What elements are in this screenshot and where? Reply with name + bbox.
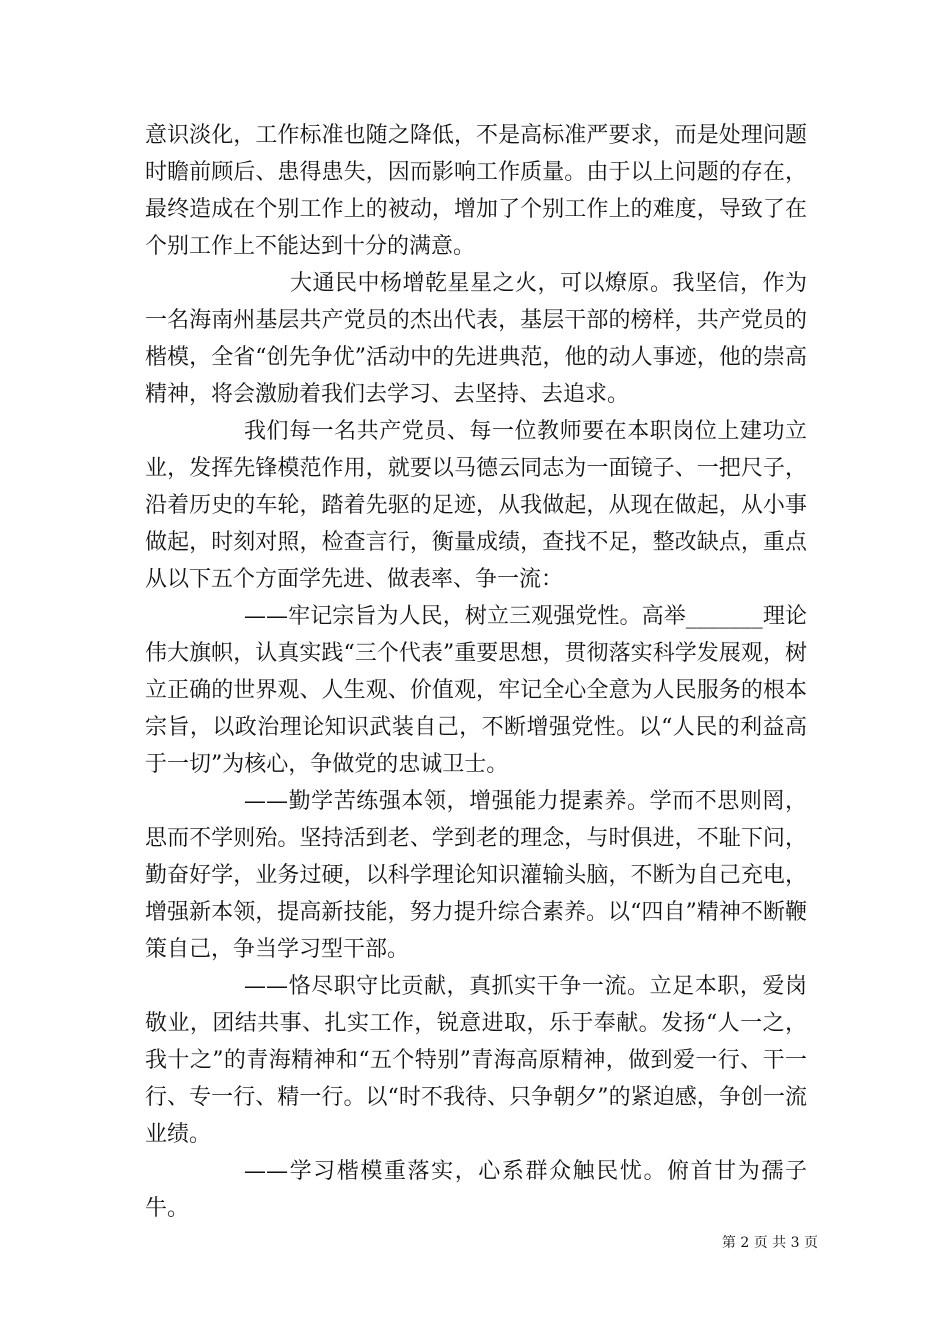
paragraph-continuation: 意识淡化，工作标准也随之降低，不是高标准严要求，而是处理问题时瞻前顾后、患得患失，因而影响工作质量。由于以上问题的存在，最终造成在个别工作上的被动，增加了个别工作上的难度，导致了在个别工作上不能达到十分的满意。 xyxy=(145,123,807,259)
paragraph-point-two: ——勤学苦练强本领，增强能力提素养。学而不思则罔，思而不学则殆。坚持活到老、学到老的理念，与时俱进，不耻下问，勤奋好学，业务过硬，以科学理论知识灌输头脑，不断为自己充电，增强新本领，提高新技能，努力提升综合素养。以“四自”精神不断鞭策自己，争当学习型干部。 xyxy=(145,789,807,962)
paragraph-point-four: ——学习楷模重落实，心系群众触民忧。俯首甘为孺子牛。 xyxy=(145,1159,807,1221)
paragraph-yang-zengqian: 大通民中杨增乾星星之火，可以燎原。我坚信，作为一名海南州基层共产党员的杰出代表，基层干部的榜样，共产党员的楷模，全省“创先争优”活动中的先进典范，他的动人事迹，他的崇高精神，将会激励着我们去学习、去坚持、去追求。 xyxy=(145,271,807,407)
document-body xyxy=(145,117,807,1227)
paragraph-point-three: ——恪尽职守比贡献，真抓实干争一流。立足本职，爱岗敬业，团结共事、扎实工作，锐意进取，乐于奉献。发扬“人一之，我十之”的青海精神和“五个特别”青海高原精神，做到爱一行、干一行、专一行、精一行。以“时不我待、只争朝夕”的紧迫感，争创一流业绩。 xyxy=(145,974,807,1147)
paragraph-point-one: ——牢记宗旨为人民，树立三观强党性。高举_______理论伟大旗帜，认真实践“三个代表”重要思想，贯彻落实科学发展观，树立正确的世界观、人生观、价值观，牢记全心全意为人民服务的根本宗旨，以政治理论知识武装自己，不断增强党性。以“人民的利益高于一切”为核心，争做党的忠诚卫士。 xyxy=(145,604,807,777)
page-number-footer: 第 2 页 共 3 页 xyxy=(721,1235,818,1251)
paragraph-party-members: 我们每一名共产党员、每一位教师要在本职岗位上建功立业，发挥先锋模范作用，就要以马德云同志为一面镜子、一把尺子，沿着历史的车轮，踏着先驱的足迹，从我做起，从现在做起，从小事做起，时刻对照，检查言行，衡量成绩，查找不足，整改缺点，重点从以下五个方面学先进、做表率、争一流： xyxy=(145,419,807,592)
